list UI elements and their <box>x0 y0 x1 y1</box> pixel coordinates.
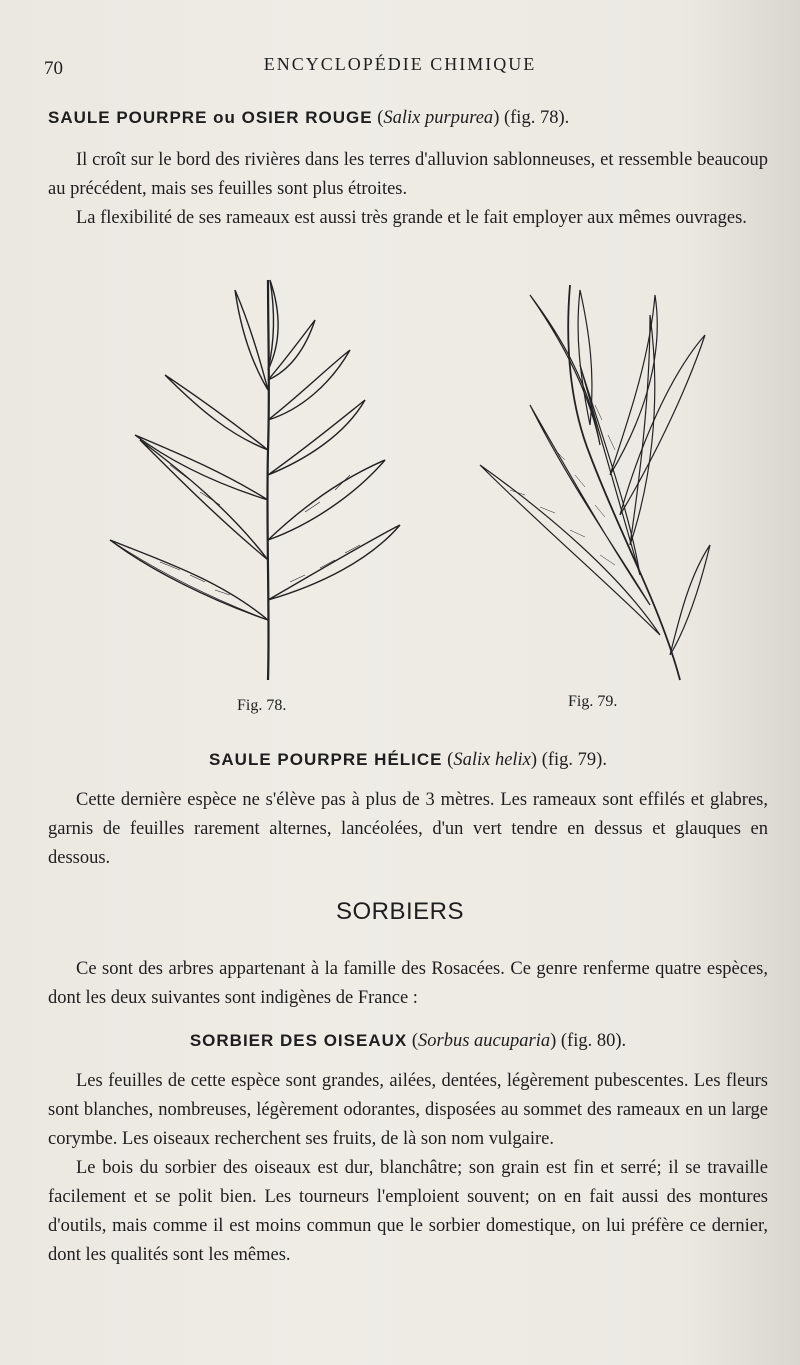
paragraph: La flexibilité de ses rameaux est aussi très grande et le fait employer aux mêmes ouvrages. <box>76 208 747 228</box>
paragraph: Les feuilles de cette espèce sont grandes, ailées, dentées, légèrement pubescentes. Les fleurs sont blanches, nombreuses, légèrement odorantes, disposées au sommet des rameaux en un large corymbe. Les oiseaux recherchent ses fruits, de là son nom vulgaire. <box>48 1071 768 1149</box>
figure-caption: Fig. 79. <box>568 693 618 710</box>
section-saule-helice <box>48 746 768 873</box>
paragraph: Le bois du sorbier des oiseaux est dur, blanchâtre; son grain est fin et serré; il se travaille facilement et se polit bien. Les tourneurs l'emploient souvent; on en fait aussi des montures d'outils, mais comme il est moins commun que le sorbier domestique, on lui préfère ce dernier, dont les qualités sont les mêmes. <box>48 1158 768 1265</box>
section-saule-pourpre <box>48 104 768 233</box>
running-head: ENCYCLOPÉDIE CHIMIQUE <box>263 54 537 74</box>
page-header <box>0 52 800 82</box>
paragraph: Cette dernière espèce ne s'élève pas à plus de 3 mètres. Les rameaux sont effilés et glabres, garnis de feuilles rarement alternes, lancéolées, d'un vert tendre en dessus et glauques en dessous. <box>48 790 768 868</box>
heading-title: SORBIER DES OISEAUX <box>189 1031 408 1050</box>
heading-latin-name: Salix helix <box>453 750 531 770</box>
paragraph: Ce sont des arbres appartenant à la famille des Rosacées. Ce genre renferme quatre espèces, dont les deux suivantes sont indigènes de France : <box>48 959 768 1008</box>
heading-latin-name: Sorbus aucuparia <box>418 1031 551 1051</box>
heading-latin-name: Salix purpurea <box>383 108 494 128</box>
heading-fig-ref: (fig. 80). <box>560 1031 627 1051</box>
section-title-sorbiers: SORBIERS <box>335 898 465 925</box>
heading-title: SAULE POURPRE HÉLICE <box>209 750 443 769</box>
page-number: 70 <box>44 58 63 79</box>
heading-fig-ref: (fig. 78). <box>503 108 570 128</box>
fig-79-willow-helix-illustration <box>470 275 720 690</box>
section-heading: SAULE POURPRE HÉLICE (Salix helix) (fig. 79). <box>209 750 607 770</box>
figure-caption: Fig. 78. <box>237 697 287 714</box>
fig-78-willow-branch-illustration <box>100 270 420 690</box>
section-heading: SORBIER DES OISEAUX (Sorbus aucuparia) (fig. 80). <box>189 1031 627 1051</box>
heading-title: SAULE POURPRE ou OSIER ROUGE <box>48 108 373 127</box>
section-sorbier-des-oiseaux <box>48 1027 768 1270</box>
section-heading: SAULE POURPRE ou OSIER ROUGE (Salix purpurea) (fig. 78). <box>48 108 570 128</box>
section-sorbiers <box>48 955 768 1013</box>
heading-fig-ref: (fig. 79). <box>541 750 607 770</box>
paragraph: Il croît sur le bord des rivières dans les terres d'alluvion sablonneuses, et ressemble beaucoup au précédent, mais ses feuilles sont plus étroites. <box>48 150 768 199</box>
